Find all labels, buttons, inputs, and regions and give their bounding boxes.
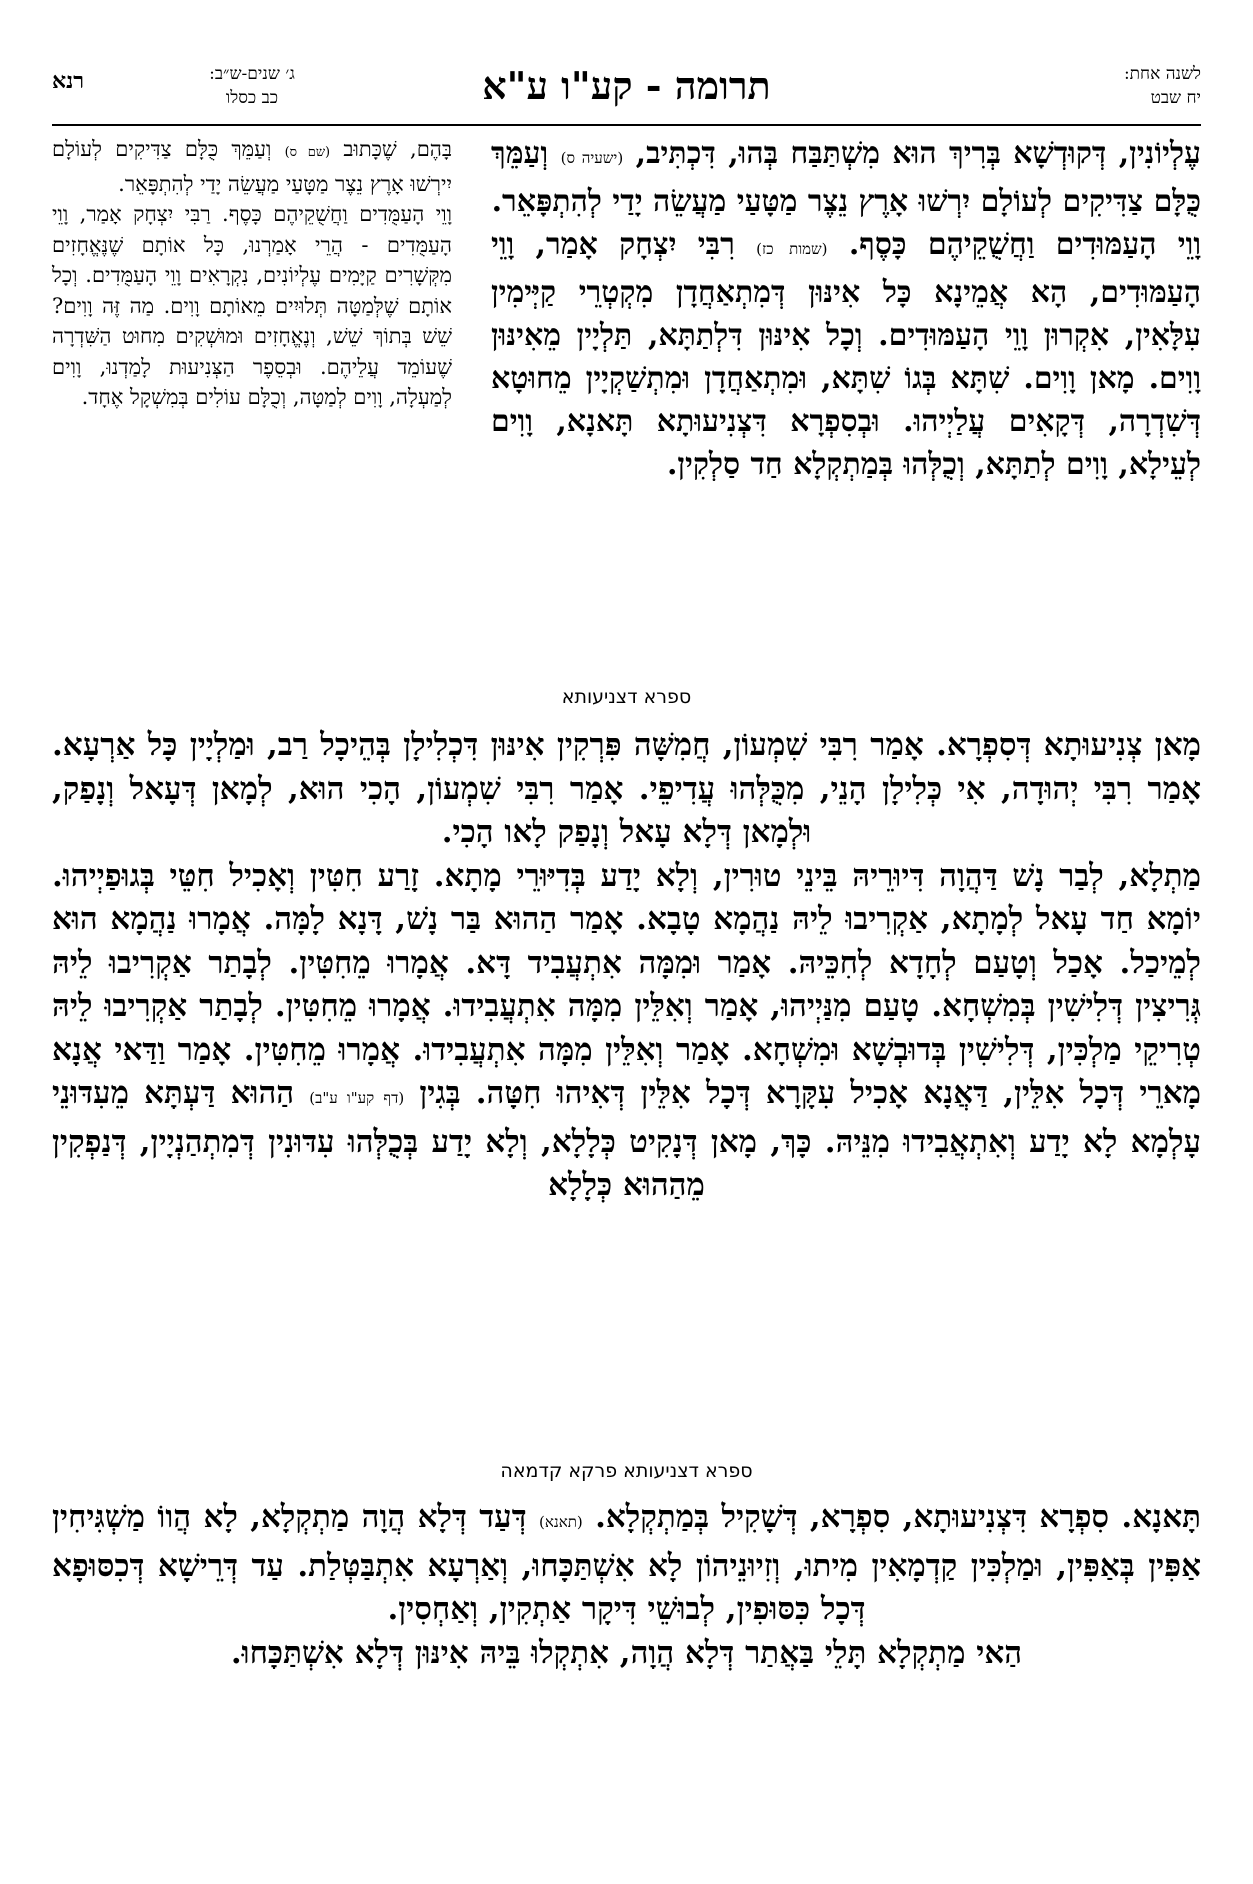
chapter-one-paragraph-1 bbox=[52, 1496, 1201, 1632]
aramaic-text-column bbox=[491, 132, 1201, 486]
aramaic-text: עֶלְיוֹנִין, דְּקוּדְשָׁא בְּרִיךְ הוּא מִשְׁתַּבַּח בְּהוּ, דִּכְתִּיב, bbox=[635, 136, 1201, 171]
chapter-text: תָּאנָא. סִפְרָא דִּצְנִיעוּתָא, סִפְרָא, דְּשָׁקִיל בְּמַתְקְלָא. bbox=[595, 1499, 1201, 1535]
verse-reference: (שם ס) bbox=[284, 145, 331, 160]
schedule-three-years-date: כב כסלו bbox=[225, 88, 279, 108]
chapter-one-paragraph-2: הַאי מַתְקְלָא תָּלֵי בַּאֲתַר דְּלָא הֲוָה, אִתְקְלוּ בֵּיהּ אִינּוּן דְּלָא אִשְׁתַּכָּחוּ. bbox=[230, 1634, 1023, 1671]
sifra-text-block bbox=[52, 724, 1201, 1208]
schedule-three-years-label: ג׳ שנים-ש״ב: bbox=[209, 64, 295, 84]
translation-text: בָּהֶם, שֶׁכָּתוּב bbox=[343, 137, 452, 161]
aramaic-paragraph-2 bbox=[491, 223, 1201, 486]
chapter-one-text-block bbox=[52, 1496, 1201, 1675]
aramaic-text: וָוֵי הָעַמּוּדִים וַחֲשֻׁקֵיהֶם כָּסֶף. bbox=[848, 227, 1202, 262]
verse-reference: (ישעיה ס) bbox=[560, 149, 624, 167]
chapter-text: דְּעַד דְּלָא הֲוָה מַתְקְלָא, לָא הֲווֹ מַשְׁגִּיחִין אַפִּין בְּאַפִּין, וּמַלְכִּין קַדְמָאִין מִיתוּ, וְזִיוּנֵיהוֹן לָא אִשְׁתַּכָּחוּ, וְאַרְעָא אִתְבַּטְּלַת. עַד דְּרֵישָׁא דְּכִסּוּפָא דְּכָל כִּסּוּפִין, לְבוּשֵׁי דִּיקָר אַתְקִין, וְאַחְסִין. bbox=[52, 1499, 1201, 1627]
translation-paragraph-1 bbox=[52, 134, 452, 199]
aramaic-paragraph-1 bbox=[491, 132, 1201, 223]
section-heading-chapter-one: ספרא דצניעותא פרקא קדמאה bbox=[500, 1460, 753, 1482]
aramaic-text: וְעַמֵּךְ כֻּלָּם צַדִּיקִים לְעוֹלָם יִרְשׁוּ אָרֶץ נֵצֶר מַטָּעַי מַעֲשֵׂה יָדַי לְהִתְפָּאֵר. bbox=[491, 136, 1201, 219]
verse-reference: (שמות כז) bbox=[756, 240, 828, 258]
translation-text: וְעַמֵּךְ כֻּלָּם צַדִּיקִים לְעוֹלָם יִירְשׁוּ אָרֶץ נֵצֶר מַטָּעַי מַעֲשֵׂה יָדַי לְהִתְפָּאֵר. bbox=[52, 137, 452, 196]
translation-paragraph-2: וָוֵי הָעַמֻּדִים וַחֲשֻׁקֵיהֶם כָּסֶף. רַבִּי יִצְחָק אָמַר, וָוֵי הָעַמֻּדִים - הֲרֵי אָמַרְנוּ, כָּל אוֹתָם שֶׁנֶּאֱחָזִים מִקְּשָׁרִים קַיָּמִים עֶלְיוֹנִים, נִקְרָאִים וָוֵי הָעַמֻּדִים. וְכָל אוֹתָם שֶׁלְּמַטָּה תְּלוּיִים מֵאוֹתָם וָוִים. מַה זֶּה וָוִים? שֵׁשׁ בְּתוֹךְ שֵׁשׁ, וְנֶאֱחָזִים וּמוּשְׁקִים מִחוּט הַשִּׁדְרָה שֶׁעוֹמֵד עֲלֵיהֶם. וּבְסֵפֶר הַצְּנִיעוּת לָמַדְנוּ, וָוִים לְמַעְלָה, וָוִים לְמַטָּה, וְכֻלָּם עוֹלִים בְּמִשְׁקָל אֶחָד. bbox=[52, 202, 452, 409]
sifra-text: הַהוּא דַּעְתָּא מֵעִדּוּנֵי עָלְמָא לָא יָדַע וְאִתְאֲבִידוּ מִנֵּיהּ. כָּךְ, מָאן דְּנָקִיט כְּלָלָא, וְלָא יָדַע בְּכֻלְּהוּ עִדּוּנִין דְּמִתְהַנְיָין, דְּנַפְקִין מֵהַהוּא כְּלָלָא bbox=[52, 1075, 1201, 1203]
sifra-paragraph-1: מָאן צְנִיעוּתָא דְּסִפְרָא. אָמַר רִבִּי שִׁמְעוֹן, חֲמִשָּׁה פִּרְקִין אִינּוּן דִּכְלִילָן בְּהֵיכָל רַב, וּמַלְיָין כָּל אַרְעָא. אָמַר רִבִּי יְהוּדָה, אִי כְּלִילָן הָנֵי, מִכֻּלְּהוּ עֲדִיפֵי. אָמַר רִבִּי שִׁמְעוֹן, הָכִי הוּא, לְמָאן דְּעָאל וְנָפַק, וּלְמָאן דְּלָא עָאל וְנָפַק לָאו הָכִי. bbox=[52, 727, 1201, 850]
page-title: תרומה - קע"ו ע"א bbox=[482, 63, 771, 108]
page-header bbox=[52, 58, 1201, 128]
page-number: רנא bbox=[52, 68, 85, 94]
section-heading-sifra: ספרא דצניעותא bbox=[561, 686, 692, 708]
sifra-paragraph-2 bbox=[52, 855, 1201, 1208]
schedule-one-year-label: לשנה אחת: bbox=[1123, 64, 1201, 84]
header-divider bbox=[52, 124, 1201, 126]
sifra-text: מַתְלָא, לְבַר נָשׁ דַּהֲוָה דִּיוּרֵיהּ בֵּינֵי טוּרִין, וְלָא יָדַע בְּדִיּוּרֵי מָתָא. זָרַע חִטִּין וְאָכִיל חִטֵּי בְּגוּפַיְיהוּ. יוֹמָא חַד עָאל לְמָתָא, אַקְרִיבוּ לֵיהּ נַהֲמָא טָבָא. אָמַר הַהוּא בַּר נָשׁ, דָּנָא לָמָּה. אֲמָרוּ נַהֲמָא הוּא לְמֵיכַל. אָכַל וְטָעַם לְחָדָא לְחִכֵּיהּ. אָמַר וּמִמָּה אִתְעֲבִיד דָּא. אֲמָרוּ מֵחִטִּין. לְבָתַר אַקְרִיבוּ לֵיהּ גְּרִיצִין דְּלִישִׁין בְּמִשְׁחָא. טָעַם מִנַּיְיהוּ, אָמַר וְאִלֵּין מִמָּה אִתְעֲבִידוּ. אֲמָרוּ מֵחִטִּין. לְבָתַר אַקְרִיבוּ לֵיהּ טְרִיקֵי מַלְכִּין, דְּלִישִׁין בְּדוּבְשָׁא וּמִשְׁחָא. אָמַר וְאִלֵּין מִמָּה אִתְעֲבִידוּ. אֲמָרוּ מֵחִטִּין. אָמַר וַדַּאי אֲנָא מָארֵי דְּכָל אִלֵּין, דַּאֲנָא אָכִיל עִקָּרָא דְּכָל אִלֵּין דְּאִיהוּ חִטָּה. בְּגִין bbox=[52, 857, 1201, 1111]
folio-reference: (דף קע"ו ע"ב) bbox=[309, 1089, 405, 1107]
schedule-one-year-date: יח שבט bbox=[1150, 88, 1201, 108]
aramaic-text: רִבִּי יִצְחָק אָמַר, וָוֵי הָעַמּוּדִים, הָא אֲמֵינָא כָּל אִינּוּן דְּמִתְאַחֲדָן מִקְטְרֵי קַיְּימִין עִלָּאִין, אִקְרוּן וָוֵי הָעַמּוּדִים. וְכָל אִינּוּן דִּלְתַתָּא, תַּלְיָין מֵאִינּוּן וָוִים. מָאן וָוִים. שִׁתָּא בְּגוֹ שִׁתָּא, וּמִתְאַחֲדָן וּמִתְשַׁקְיָין מֵחוּטָא דְּשִׁדְרָה, דְּקָאִים עֲלַיְיהוּ. וּבְסִפְרָא דִּצְנִיעוּתָא תָּאנָא, וָוִים לְעֵילָא, וָוִים לְתַתָּא, וְכֻלְּהוּ בְּמַתְקְלָא חַד סַלְקִין. bbox=[491, 227, 1201, 482]
tanna-reference: (תאנא) bbox=[538, 1513, 583, 1531]
hebrew-translation-column bbox=[52, 134, 452, 413]
